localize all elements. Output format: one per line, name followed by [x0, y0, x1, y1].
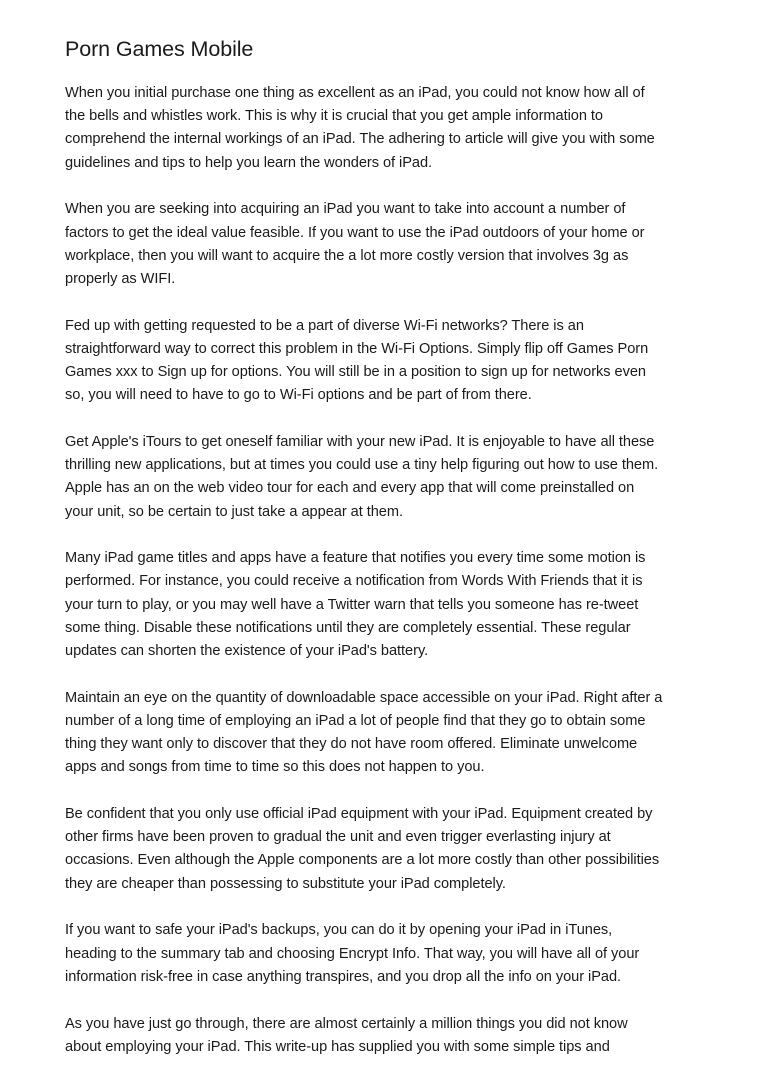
paragraph: Many iPad game titles and apps have a feature that notifies you every time some motion is performed. For instance, you could receive a notification from Words With Friends that it is your turn to play, or you may well have a Twitter warn that tells you someone has re-tweet some thing. Disable these notifications until they are completely essential. These regular updates can shorten the existence of your iPad's battery. [65, 550, 646, 660]
paragraph: Fed up with getting requested to be a part of diverse Wi-Fi networks? There is an straightforward way to correct this problem in the Wi-Fi Options. Simply flip off Games Porn Games xxx to Sign up for options. You will still be in a position to sign up for networks even so, you will need to have to go to Wi-Fi options and be part of from there. [65, 317, 649, 404]
paragraph: Be confident that you only use official iPad equipment with your iPad. Equipment created by other firms have been proven to gradual the unit and even trigger everlasting injury at occasions. Even although the Apple components are a lot more costly than other possibilities they are cheaper than possessing to substitute your iPad completely. [65, 806, 660, 892]
paragraph: Get Apple's iTours to get oneself familiar with your new iPad. It is enjoyable to have all these thrilling new applications, but at times you could use a tiny help figuring out how to use them. Apple has an on the web video tour for each and every app that will come preinstalled on your unit, so be certain to just take a appear at them. [65, 433, 659, 520]
paragraph: Maintain an eye on the quantity of downloadable space accessible on your iPad. Right after a number of a long time of employing an iPad a lot of people find that they go to obtain some thing they want only to discover that they do not have room offered. Eliminate unwelcome apps and songs from time to time so this does not happen to you. [65, 689, 663, 776]
document-page [65, 34, 725, 1082]
paragraph: If you want to safe your iPad's backups, you can do it by opening your iPad in iTunes, heading to the summary tab and choosing Encrypt Info. That way, you will have all of your information risk-free in case anything transpires, and you drop all the info on your iPad. [65, 922, 640, 985]
paragraph: When you initial purchase one thing as excellent as an iPad, you could not know how all of the bells and whistles work. This is why it is crucial that you get ample information to comprehend the internal workings of an iPad. The adhering to article will give you with some guidelines and tips to help you learn the wonders of iPad. [65, 85, 655, 171]
paragraph: When you are seeking into acquiring an iPad you want to take into account a number of factors to get the ideal value feasible. If you want to use the iPad outdoors of your home or workplace, then you will want to acquire the a lot more costly version that involves 3g as properly as WIFI. [65, 201, 645, 287]
paragraph: As you have just go through, there are almost certainly a million things you did not know about employing your iPad. This write-up has supplied you with some simple tips and [65, 1015, 628, 1055]
page-title: Porn Games Mobile [65, 37, 254, 61]
